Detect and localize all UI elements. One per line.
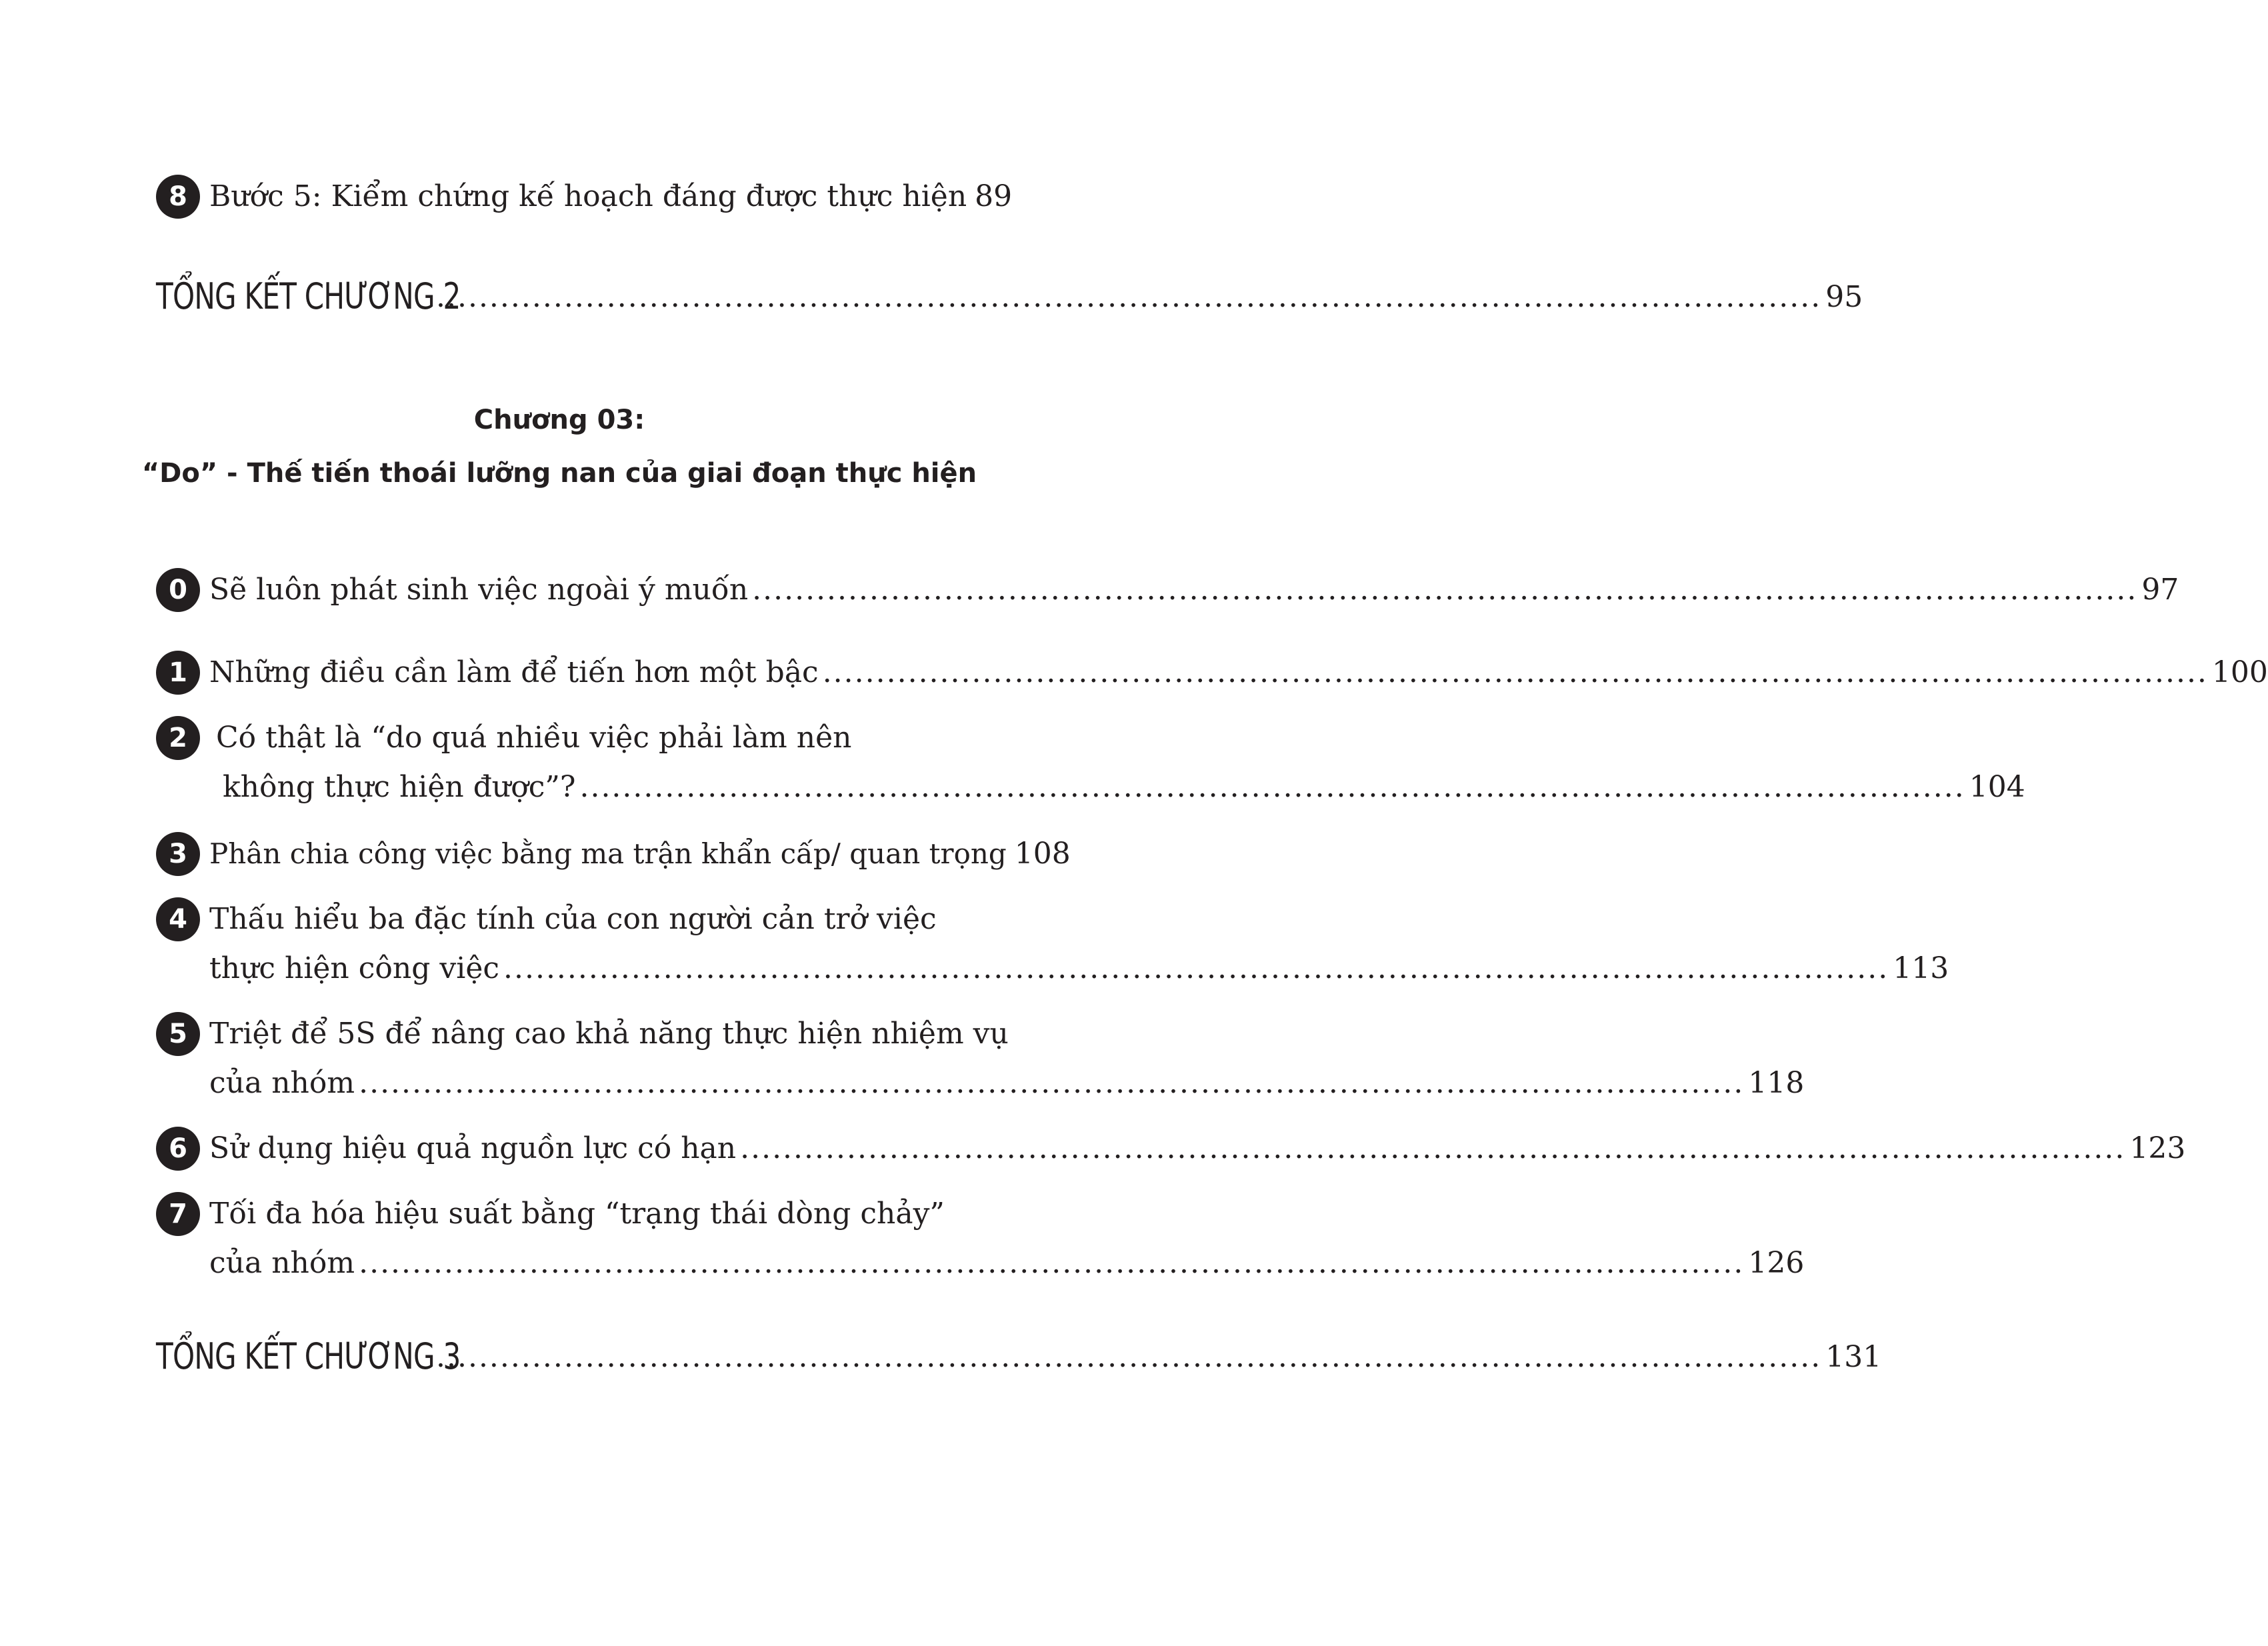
toc-summary-chapter-2[interactable]	[156, 267, 1863, 320]
toc-entry-7[interactable]	[209, 1243, 1805, 1283]
dot-leader: ..................................................................................................................................	[436, 1340, 1822, 1374]
toc-entry-3[interactable]	[209, 834, 1071, 874]
chapter-label: Chương 03:	[473, 405, 645, 435]
toc-entry-title: Sẽ luôn phát sinh việc ngoài ý muốn	[209, 573, 749, 607]
toc-entry-title: Sử dụng hiệu quả nguồn lực có hạn	[209, 1131, 737, 1165]
toc-entry-page: 126	[1748, 1246, 1805, 1280]
entry-number-badge: 6	[156, 1127, 200, 1171]
toc-entry-5[interactable]	[209, 1063, 1805, 1103]
summary-title: TỔNG KẾT CHƯƠNG 3	[156, 1335, 461, 1377]
toc-entry-7-line1[interactable]: Tối đa hóa hiệu suất bằng “trạng thái dòng chảy”	[209, 1197, 945, 1231]
toc-entry-title: Phân chia công việc bằng ma trận khẩn cấp/ quan trọng	[209, 837, 1007, 870]
dot-leader: ..................................................................................................................................	[359, 1246, 1745, 1280]
toc-entry-title-cont: của nhóm	[209, 1246, 355, 1280]
summary-title: TỔNG KẾT CHƯƠNG 2	[156, 275, 461, 317]
dot-leader: ..................................................................................................................................	[822, 655, 2208, 689]
entry-number-badge: 0	[156, 568, 200, 612]
toc-entry-page: 100	[2211, 655, 2268, 689]
toc-entry-5-line1[interactable]: Triệt để 5S để nâng cao khả năng thực hiện nhiệm vụ	[209, 1017, 1009, 1051]
toc-entry-2[interactable]	[223, 767, 2025, 807]
toc-entry-page: 104	[1969, 770, 2025, 804]
toc-entry-1[interactable]	[209, 653, 2268, 693]
toc-entry-8[interactable]	[209, 177, 1013, 217]
dot-leader: ..................................................................................................................................	[752, 573, 2138, 607]
toc-entry-6[interactable]	[209, 1129, 2186, 1169]
entry-number-badge: 1	[156, 651, 200, 695]
entry-number-badge: 3	[156, 832, 200, 876]
toc-entry-page: 123	[2129, 1131, 2186, 1165]
entry-number-badge: 2	[156, 716, 200, 760]
dot-leader: ..................................................................................................................................	[359, 1066, 1745, 1100]
toc-summary-chapter-3[interactable]	[156, 1327, 1882, 1380]
dot-leader: ..................................................................................................................................	[740, 1131, 2126, 1165]
chapter-title: “Do” - Thế tiến thoái lưỡng nan của giai đoạn thực hiện	[141, 458, 977, 489]
dot-leader: ..................................................................................................................................	[436, 280, 1822, 314]
toc-entry-title-cont: của nhóm	[209, 1066, 355, 1100]
dot-leader: ..................................................................................................................................	[503, 951, 1889, 985]
toc-entry-4[interactable]	[209, 949, 1949, 989]
toc-entry-page: 97	[2141, 573, 2179, 607]
entry-number-badge: 7	[156, 1192, 200, 1236]
entry-number-badge: 4	[156, 897, 200, 941]
summary-page: 131	[1825, 1340, 1882, 1374]
entry-number-badge: 8	[156, 175, 200, 219]
toc-entry-2-line1[interactable]: Có thật là “do quá nhiều việc phải làm nên	[216, 721, 852, 755]
toc-entry-page: 89	[975, 179, 1013, 213]
toc-entry-title-cont: không thực hiện được”?	[223, 770, 576, 804]
toc-entry-page: 113	[1893, 951, 1949, 985]
toc-entry-page: 118	[1748, 1066, 1805, 1100]
dot-leader: ..................................................................................................................................	[579, 770, 1965, 804]
toc-entry-page: 108	[1014, 837, 1071, 871]
toc-entry-title: Những điều cần làm để tiến hơn một bậc	[209, 655, 819, 689]
toc-entry-4-line1[interactable]: Thấu hiểu ba đặc tính của con người cản trở việc	[209, 902, 937, 936]
summary-page: 95	[1825, 280, 1863, 314]
toc-entry-title-cont: thực hiện công việc	[209, 951, 499, 985]
entry-number-badge: 5	[156, 1012, 200, 1056]
toc-entry-title: Bước 5: Kiểm chứng kế hoạch đáng được thực hiện	[209, 179, 967, 213]
toc-entry-0[interactable]	[209, 570, 2179, 610]
